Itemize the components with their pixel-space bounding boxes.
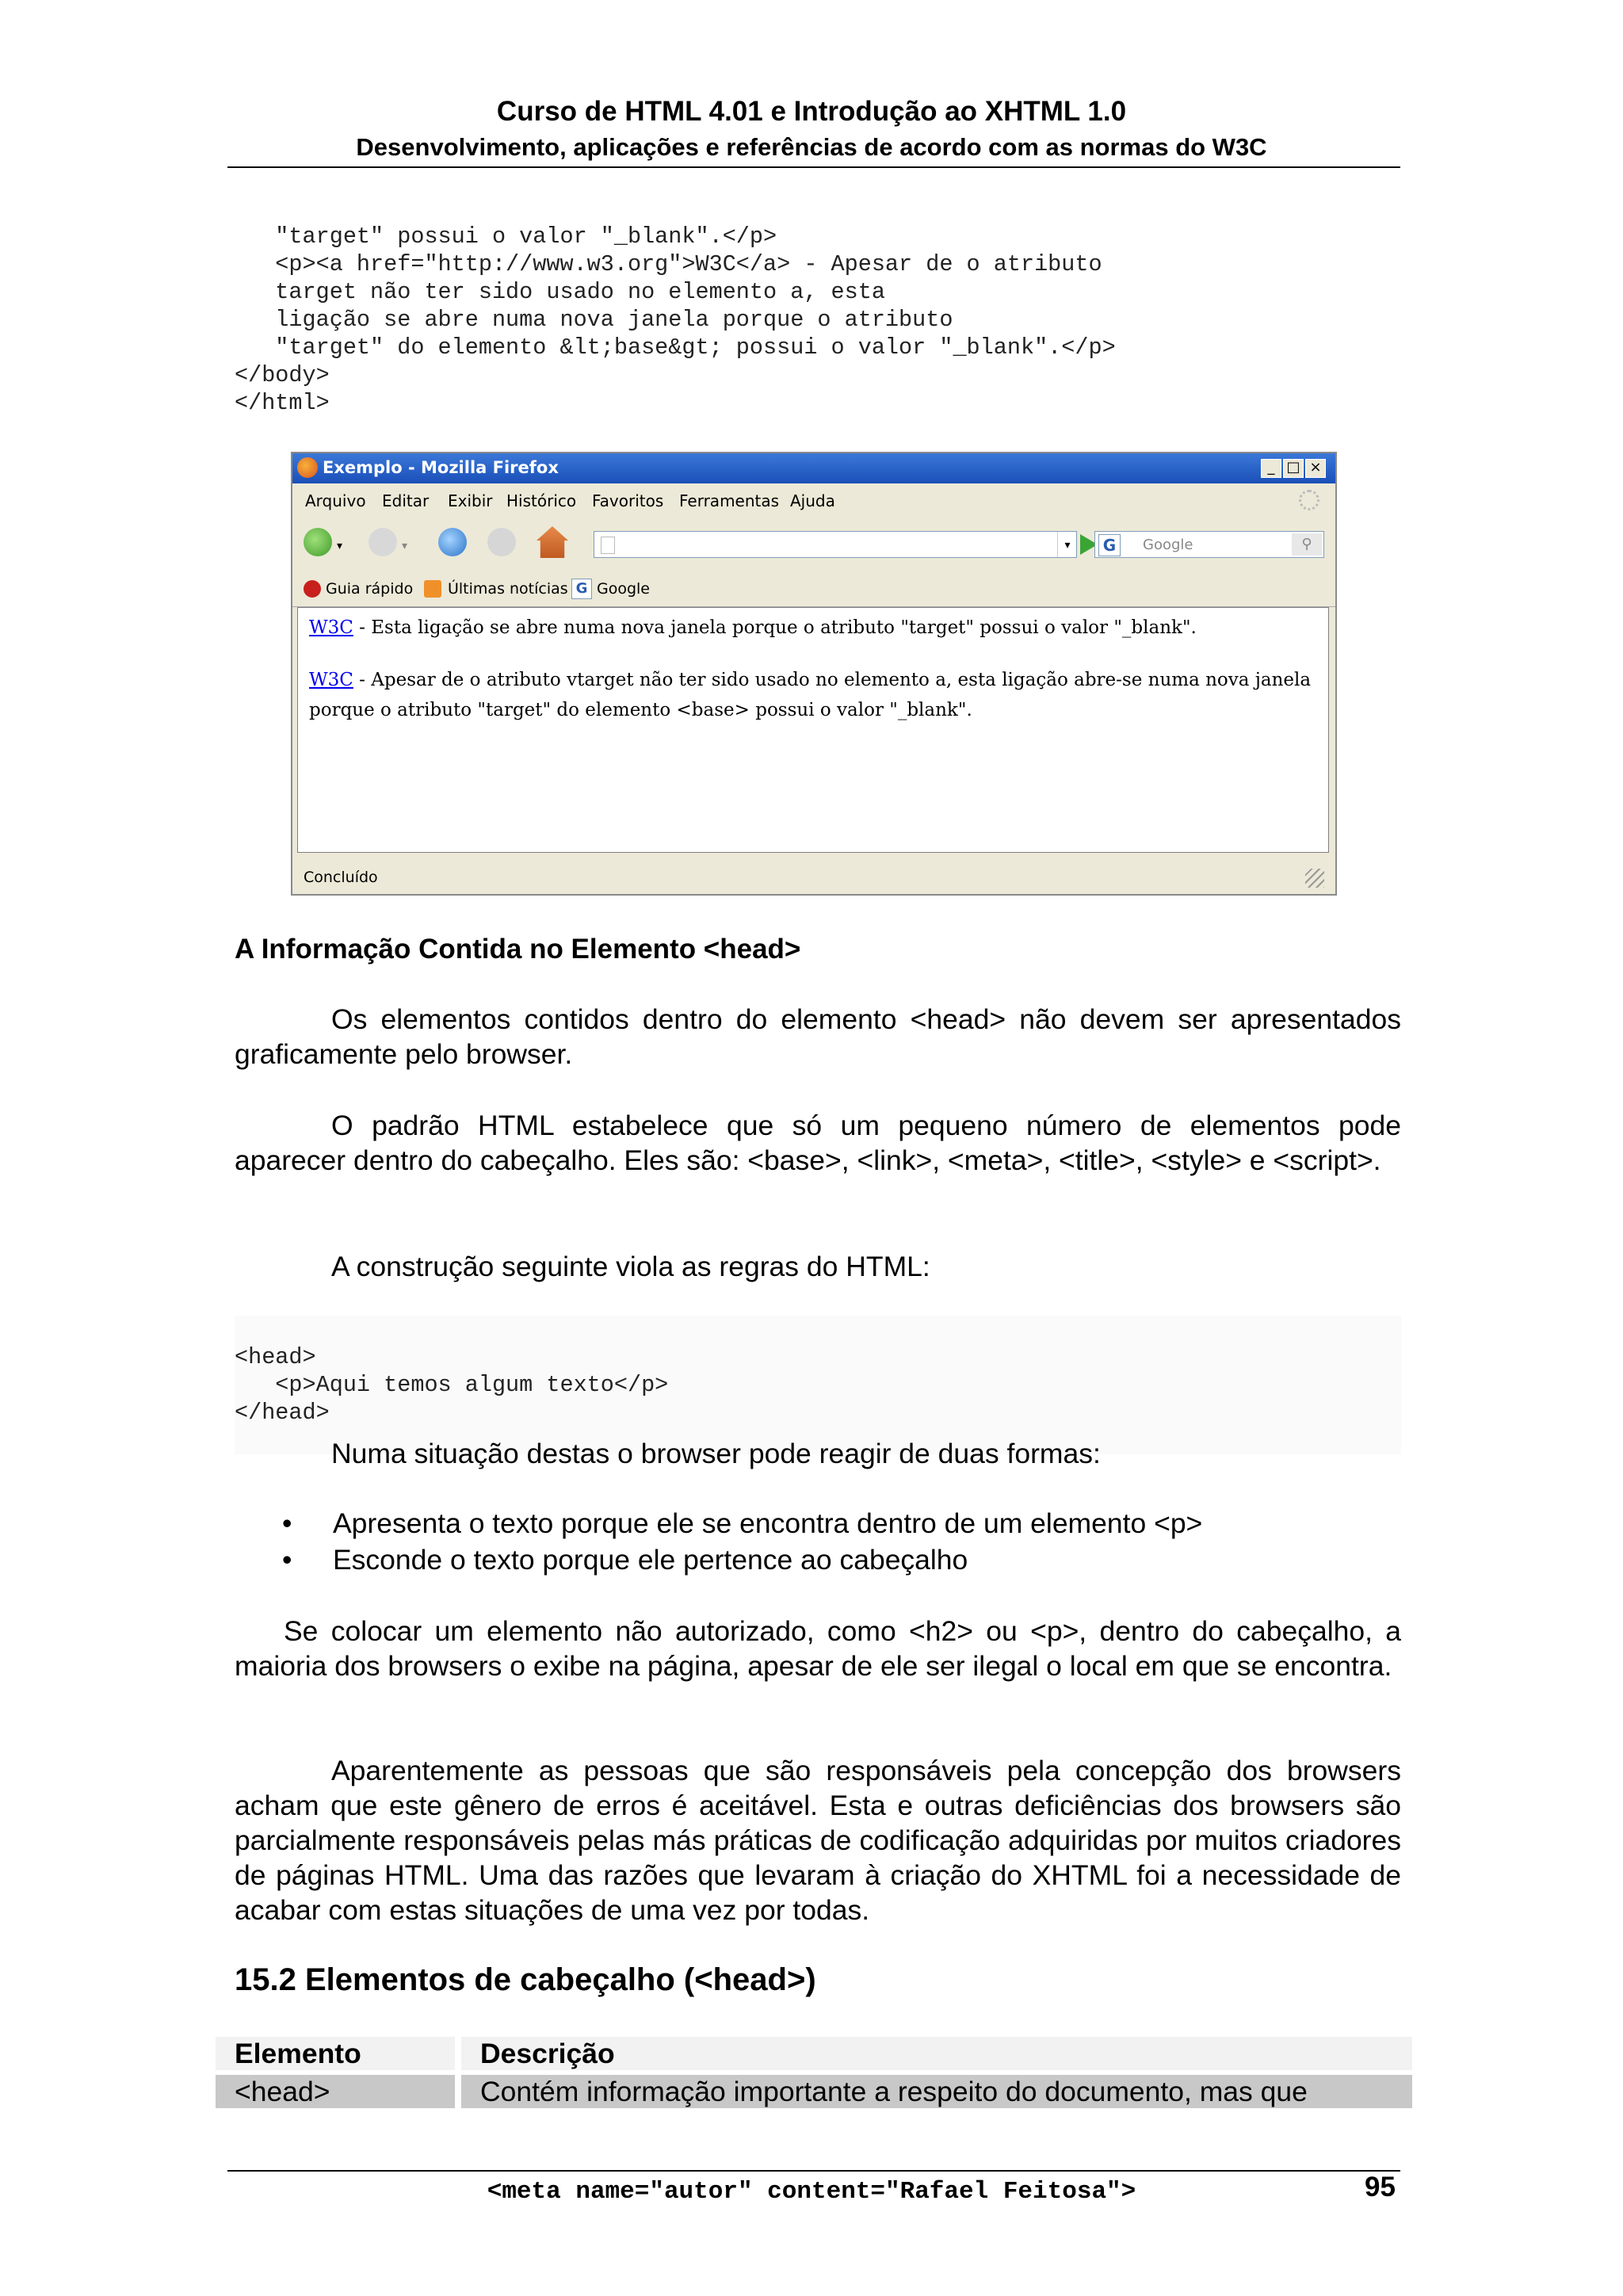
stop-icon[interactable]: [487, 528, 516, 556]
address-bar[interactable]: [594, 531, 1077, 558]
paragraph-3: A construção seguinte viola as regras do HTML:: [331, 1251, 930, 1282]
forward-dropdown-icon[interactable]: ▾: [402, 539, 408, 552]
running-header-title: Curso de HTML 4.01 e Introdução ao XHTML 1.0: [496, 96, 1127, 127]
firefox-icon: [297, 457, 318, 478]
paragraph-2: O padrão HTML estabelece que só um pequeno número de elementos pode aparecer dentro do cabeçalho. Eles são: <base>, <link>, <meta>, <title>, <style> e <script>.: [235, 1110, 1401, 1176]
paragraph-4: Numa situação destas o browser pode reagir de duas formas:: [331, 1438, 1101, 1469]
bookmarks-toolbar: [292, 571, 1335, 607]
guia-rapido-icon: [304, 580, 321, 598]
search-icon[interactable]: ⚲: [1292, 533, 1322, 556]
bookmark-ultimas-noticias[interactable]: Últimas notícias: [448, 580, 568, 598]
forward-icon[interactable]: [369, 528, 397, 556]
bullet-icon: •: [282, 1507, 292, 1539]
code-line: "target" possui o valor "_blank".</p>: [235, 223, 777, 250]
w3c-link-2[interactable]: W3C: [309, 670, 353, 690]
paragraph-6: Aparentemente as pessoas que são responsáveis pela concepção dos browsers acham que este gênero de erros é aceitável. Esta e outras deficiências dos browsers são parcialmente responsáveis pelas más práticas de codificação adquiridas por muitos criadores de páginas HTML. Uma das razões que levaram à criação do XHTML foi a necessidade de acabar com estas situações de uma vez por todas.: [235, 1755, 1401, 1926]
header-rule: [227, 166, 1400, 168]
bookmark-google[interactable]: Google: [597, 580, 651, 598]
navigation-toolbar: [292, 515, 1335, 571]
content-line-2: W3C - Apesar de o atributo vtarget não ter sido usado no elemento a, esta ligação abre-se numa nova janela: [309, 670, 1312, 690]
search-box[interactable]: [1094, 531, 1324, 558]
section-heading-2: 15.2 Elementos de cabeçalho (<head>): [235, 1962, 816, 1997]
table-header-cell: Elemento: [216, 2037, 455, 2070]
bookmark-guia-rapido[interactable]: Guia rápido: [326, 580, 414, 598]
rss-icon: [424, 580, 441, 598]
list-item: Esconde o texto porque ele pertence ao cabeçalho: [333, 1544, 968, 1576]
code-line: ligação se abre numa nova janela porque o atributo: [235, 307, 953, 333]
code-line: <head>: [235, 1344, 316, 1370]
browser-window: [291, 452, 1337, 896]
menu-favoritos[interactable]: Favoritos: [592, 491, 664, 510]
code-block-top: [235, 195, 1116, 445]
status-text: Concluído: [304, 869, 378, 886]
menu-bar: [292, 483, 1335, 515]
menu-arquivo[interactable]: Arquivo: [305, 491, 366, 510]
code-line: <p><a href="http://www.w3.org">W3C</a> - Apesar de o atributo: [235, 251, 1102, 277]
running-header-subtitle: Desenvolvimento, aplicações e referências de acordo com as normas do W3C: [356, 133, 1267, 161]
code-line: </head>: [235, 1400, 330, 1426]
page-number: 95: [1365, 2172, 1396, 2202]
minimize-icon[interactable]: _: [1261, 459, 1281, 478]
list-item: Apresenta o texto porque ele se encontra dentro de um elemento <p>: [333, 1507, 1203, 1539]
w3c-link-1[interactable]: W3C: [309, 617, 353, 638]
browser-title: Exemplo - Mozilla Firefox: [323, 458, 559, 477]
back-dropdown-icon[interactable]: ▾: [337, 539, 343, 552]
footer-rule: [227, 2170, 1400, 2172]
maximize-icon[interactable]: □: [1283, 459, 1304, 478]
content-line-1: W3C - Esta ligação se abre numa nova janela porque o atributo "target" possui o valor "_blank".: [309, 617, 1197, 638]
status-bar: [292, 858, 1335, 894]
menu-editar[interactable]: Editar: [382, 491, 430, 510]
menu-ferramentas[interactable]: Ferramentas: [679, 491, 780, 510]
section-heading: A Informação Contida no Elemento <head>: [235, 934, 801, 965]
table-cell: Contém informação importante a respeito do documento, mas que: [461, 2075, 1412, 2108]
footer-text: <meta name="autor" content="Rafael Feitosa">: [487, 2178, 1136, 2206]
code-line: target não ter sido usado no elemento a, esta: [235, 279, 885, 305]
home-icon[interactable]: [537, 526, 568, 558]
browser-title-bar: [292, 453, 1335, 483]
reload-icon[interactable]: [438, 528, 467, 556]
throbber-icon: [1299, 490, 1319, 510]
menu-ajuda[interactable]: Ajuda: [790, 491, 835, 510]
search-placeholder: Google: [1143, 537, 1193, 553]
browser-content: [297, 607, 1329, 853]
bullet-icon: •: [282, 1544, 292, 1576]
code-line: </body>: [235, 362, 330, 388]
code-line: </html>: [235, 390, 330, 416]
code-line: "target" do elemento &lt;base&gt; possui o valor "_blank".</p>: [235, 334, 1116, 361]
close-icon[interactable]: ×: [1305, 459, 1326, 478]
google-icon: G: [571, 579, 592, 599]
code-block-head: [235, 1316, 1401, 1454]
table-header-cell: Descrição: [461, 2037, 1412, 2070]
page-icon: [601, 537, 615, 554]
table-cell: <head>: [216, 2075, 455, 2108]
paragraph-5: Se colocar um elemento não autorizado, como <h2> ou <p>, dentro do cabeçalho, a maioria dos browsers o exibe na página, apesar de ele ser ilegal o local em que se encontra.: [235, 1615, 1401, 1682]
address-dropdown-icon[interactable]: ▾: [1057, 532, 1077, 557]
table-header-row: [216, 2037, 1412, 2070]
menu-exibir[interactable]: Exibir: [448, 491, 493, 510]
menu-historico[interactable]: Histórico: [506, 491, 577, 510]
table-row: [216, 2075, 1412, 2108]
code-line: <p>Aqui temos algum texto</p>: [235, 1372, 669, 1398]
back-icon[interactable]: [304, 528, 332, 556]
google-engine-icon[interactable]: G: [1098, 534, 1121, 556]
resize-grip-icon[interactable]: [1305, 869, 1324, 888]
paragraph-1: Os elementos contidos dentro do elemento <head> não devem ser apresentados graficamente pelo browser.: [235, 1003, 1401, 1070]
content-line-3: porque o atributo "target" do elemento <base> possui o valor "_blank".: [309, 700, 972, 720]
